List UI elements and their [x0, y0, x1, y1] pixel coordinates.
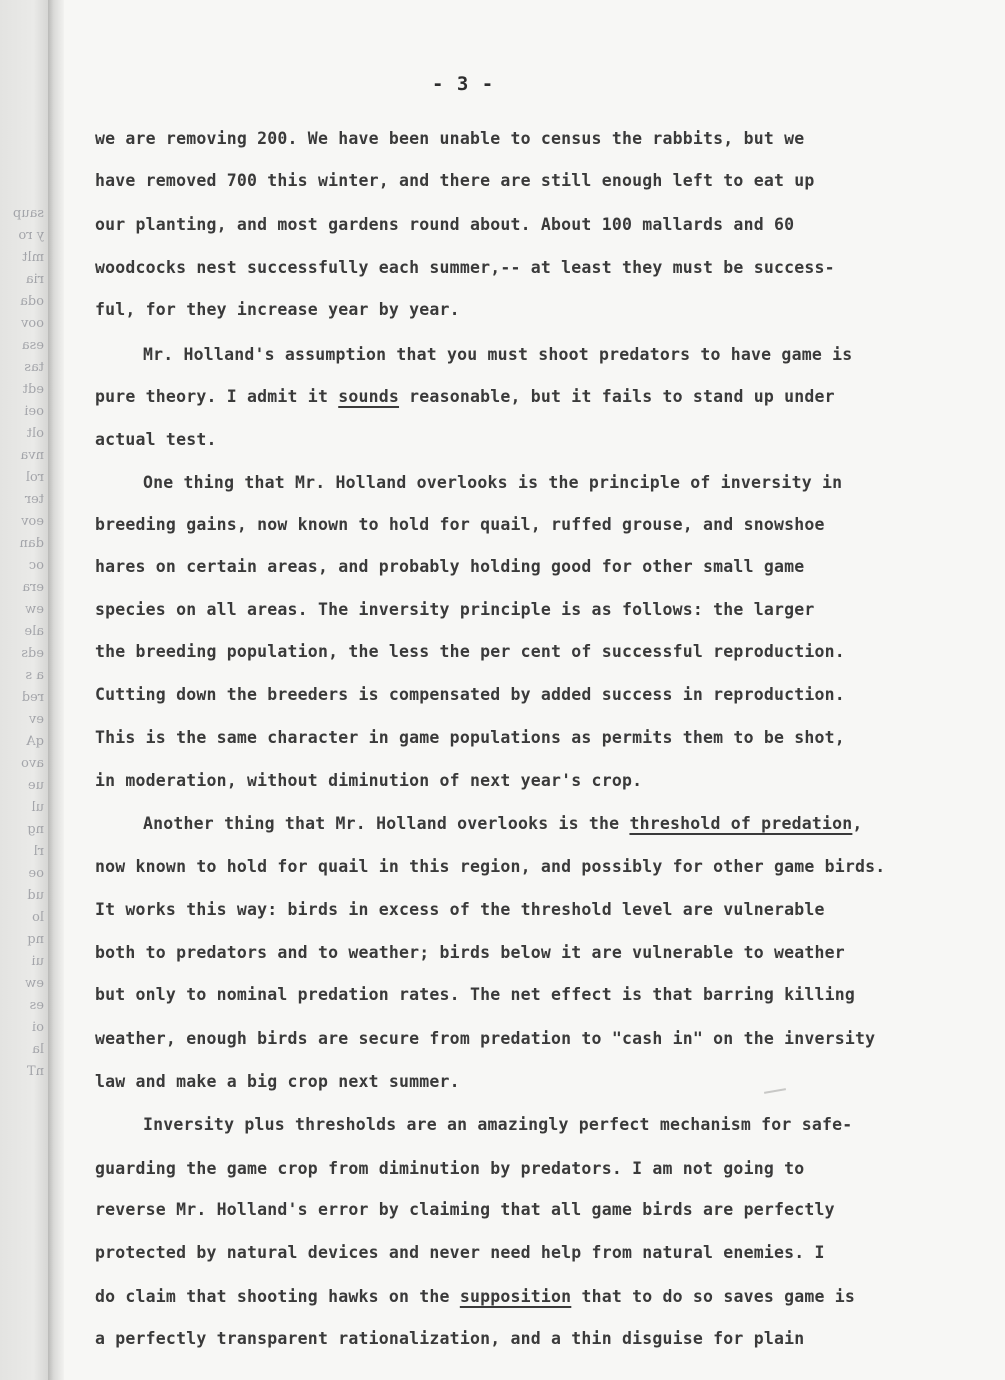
text-line: species on all areas. The inversity principle is as follows: the larger — [95, 600, 815, 619]
text-line: This is the same character in game populations as permits them to be shot, — [95, 728, 845, 747]
text-segment: do claim that shooting hawks on the — [95, 1287, 460, 1306]
text-line — [95, 387, 835, 406]
text-line: in moderation, without diminution of next year's crop. — [95, 771, 643, 790]
text-line: Mr. Holland's assumption that you must shoot predators to have game is — [143, 345, 853, 364]
bleed-through-text: nT — [26, 1064, 44, 1079]
bleed-through-text: nq — [27, 932, 44, 947]
text-segment: pure theory. I admit it — [95, 387, 339, 406]
bleed-through-text: oi — [32, 1020, 44, 1035]
document-page — [64, 0, 1005, 1380]
text-line: ful, for they increase year by year. — [95, 300, 460, 319]
bleed-through-text: oda — [20, 294, 44, 309]
text-line: protected by natural devices and never need help from natural enemies. I — [95, 1243, 825, 1262]
text-line: reverse Mr. Holland's error by claiming that all game birds are perfectly — [95, 1200, 835, 1219]
text-line: both to predators and to weather; birds below it are vulnerable to weather — [95, 943, 845, 962]
bleed-through-text: lo — [32, 910, 44, 925]
bleed-through-text: ew — [25, 976, 44, 991]
bleed-through-text: ria — [25, 272, 44, 287]
text-line: guarding the game crop from diminution by predators. I am not going to — [95, 1159, 805, 1178]
text-line — [95, 1287, 855, 1306]
bleed-through-text: oc — [28, 558, 44, 573]
bleed-through-text: ng — [27, 822, 44, 837]
bleed-through-text: mlt — [22, 250, 44, 265]
bleed-through-text: ud — [27, 888, 44, 903]
binding-gutter — [48, 0, 64, 1380]
bleed-through-text: ue — [27, 778, 44, 793]
pencil-mark — [764, 1088, 786, 1094]
text-line — [143, 814, 863, 833]
text-line: a perfectly transparent rationalization, and a thin disguise for plain — [95, 1329, 805, 1348]
bleed-through-text: ter — [24, 492, 44, 507]
text-segment: that to do so saves game is — [571, 1287, 856, 1306]
bleed-through-text: eov — [21, 514, 44, 529]
bleed-through-text: oov — [21, 316, 44, 331]
bleed-through-text: avo — [21, 756, 44, 771]
bleed-through-text: saup — [12, 206, 44, 221]
bleed-through-text: tas — [24, 360, 44, 375]
underlined-phrase: threshold of predation — [629, 814, 853, 833]
bleed-through-text: a s — [25, 668, 44, 683]
underlined-phrase: sounds — [338, 387, 400, 406]
text-line: weather, enough birds are secure from predation to "cash in" on the inversity — [95, 1029, 876, 1048]
bleed-through-text: olt — [26, 426, 44, 441]
page-number: - 3 - — [432, 73, 495, 95]
bleed-through-text: eds — [21, 646, 44, 661]
text-segment: Another thing that Mr. Holland overlooks is the — [143, 814, 630, 833]
bleed-through-text: ul — [31, 800, 44, 815]
bleed-through-text: nva — [20, 448, 44, 463]
text-line: One thing that Mr. Holland overlooks is the principle of inversity in — [143, 473, 843, 492]
bleed-through-text: qA — [26, 734, 44, 749]
text-line: our planting, and most gardens round about. About 100 mallards and 60 — [95, 215, 795, 234]
text-line: Inversity plus thresholds are an amazingly perfect mechanism for safe- — [143, 1115, 853, 1134]
facing-page-edge — [0, 0, 48, 1380]
text-line: actual test. — [95, 430, 217, 449]
text-segment: , — [852, 814, 863, 833]
text-line: law and make a big crop next summer. — [95, 1072, 460, 1091]
bleed-through-text: era — [22, 580, 44, 595]
bleed-through-text: ew — [25, 602, 44, 617]
bleed-through-text: ale — [24, 624, 44, 639]
bleed-through-text: ev — [28, 712, 44, 727]
text-line: have removed 700 this winter, and there are still enough left to eat up — [95, 171, 815, 190]
text-line: now known to hold for quail in this region, and possibly for other game birds. — [95, 857, 886, 876]
bleed-through-text: red — [21, 690, 44, 705]
bleed-through-text: la — [32, 1042, 44, 1057]
bleed-through-text: ui — [31, 954, 44, 969]
underlined-phrase: supposition — [459, 1287, 572, 1306]
text-line: the breeding population, the less the per cent of successful reproduction. — [95, 642, 845, 661]
text-line: woodcocks nest successfully each summer,-- at least they must be success- — [95, 258, 835, 277]
text-line: Cutting down the breeders is compensated by added success in reproduction. — [95, 685, 845, 704]
text-line: hares on certain areas, and probably holding good for other small game — [95, 557, 805, 576]
bleed-through-text: esa — [21, 338, 44, 353]
text-line: but only to nominal predation rates. The net effect is that barring killing — [95, 985, 856, 1004]
bleed-through-text: edt — [22, 382, 44, 397]
text-line: we are removing 200. We have been unable to census the rabbits, but we — [95, 129, 805, 148]
text-line: It works this way: birds in excess of the threshold level are vulnerable — [95, 900, 825, 919]
bleed-through-text: y ro — [18, 228, 44, 243]
bleed-through-text: dan — [19, 536, 44, 551]
bleed-through-text: oei — [24, 404, 44, 419]
bleed-through-text: rol — [25, 470, 44, 485]
bleed-through-text: es — [29, 998, 44, 1013]
text-line: breeding gains, now known to hold for quail, ruffed grouse, and snowshoe — [95, 515, 825, 534]
text-segment: reasonable, but it fails to stand up under — [399, 387, 835, 406]
bleed-through-text: oe — [28, 866, 44, 881]
bleed-through-text: rl — [33, 844, 44, 859]
